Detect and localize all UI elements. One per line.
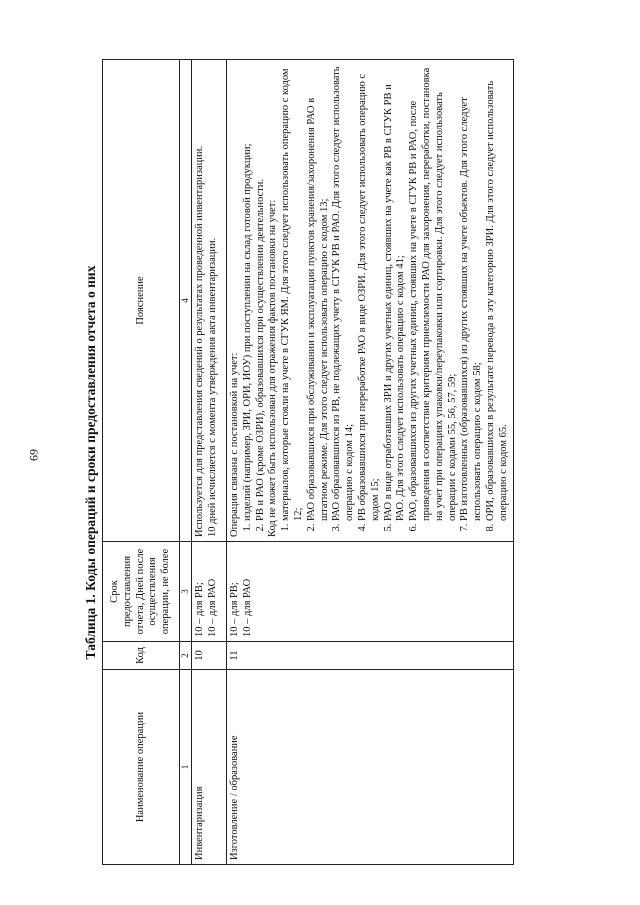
explanation-cell — [192, 60, 227, 542]
table-row — [227, 60, 514, 865]
rotated-page-content — [80, 60, 545, 865]
deadline-rv: 10 – для РВ; — [229, 582, 240, 637]
table-row — [192, 60, 227, 865]
deadline-cell — [227, 542, 514, 642]
header-row — [103, 60, 180, 865]
list-item: 4. РВ образовавшихся при переработке РАО в виде ОЗРИ. Для этого следует использовать операцию с кодом 15; — [357, 64, 383, 521]
column-number: 3 — [180, 542, 192, 642]
explanation-text: 10 дней исчисляется с момента утверждения акта инвентаризации. — [206, 237, 218, 537]
operation-code: 10 — [192, 642, 227, 670]
list-item: 1. материалов, которые стояли на учете в СГУК ЯМ. Для этого следует использовать операцию с кодом 12; — [280, 64, 306, 521]
list-item: 7. РВ изготовленных (образовавшихся) из других стоявших на учете объектов. Для этого следует использовать операцию с кодом 58; — [459, 64, 485, 521]
list-item: 2. РАО образовавшихся при обслуживании и эксплуатации пунктов хранения/захоронения РАО в штатном режиме. Для этого следует использовать операцию с кодом 13; — [306, 64, 332, 521]
header-code: Код — [103, 642, 180, 670]
list-item: 3. РАО образовавшихся из РВ, не подлежащих учету в СГУК РВ и РАО. Для этого следует использовать операцию с кодом 14; — [331, 64, 357, 521]
header-explanation: Пояснение — [103, 60, 180, 542]
explanation-cell — [227, 60, 514, 542]
deadline-rao: 10 – для РАО — [241, 578, 253, 637]
deadline-rao: 10 – для РАО — [206, 578, 218, 637]
header-operation-name: Наименование операции — [103, 670, 180, 865]
deadline-rv: 10 – для РВ; — [194, 582, 205, 637]
operations-table — [102, 59, 514, 865]
list-item: 5. РАО в виде отработавших ЗРИ и других учетных единиц, стоявших на учете как РВ в СГУК РВ и РАО. Для этого следует использовать операцию с кодом 41; — [383, 64, 409, 521]
list-item: 8. ОРИ, образовавшихся в результате перевода в эту категорию ЗРИ. Для этого следует использовать операцию с кодом 65. — [485, 64, 511, 521]
column-number: 1 — [180, 670, 192, 865]
operation-name: Изготовление / образование — [227, 670, 514, 865]
deadline-cell — [192, 542, 227, 642]
list-item: 6. РАО, образовавшихся из других учетных единиц, стоявших на учете в СГУК РВ и РАО, после приведения в соответствие критериям приемлемости РАО для захоронения, переработки, постановка на учет при операциях упаковки/переупаковки или сортировки. Для этого следует использовать операции с кодами 55, 56, 57, 59; — [408, 64, 459, 521]
column-number-row — [180, 60, 192, 865]
explanation-intro: Операция связана с постановкой на учет: — [229, 352, 240, 537]
explanation-text: Используется для представления сведений о результатах проведенной инвентаризации. — [194, 145, 205, 537]
header-deadline: Срок предоставления отчета, Дней после осуществления операции, не более — [103, 542, 180, 642]
explanation-note: Код не может быть использован для отражения фактов постановки на учет: — [267, 199, 279, 537]
column-number: 2 — [180, 642, 192, 670]
operation-name: Инвентаризация — [192, 670, 227, 865]
column-number: 4 — [180, 60, 192, 542]
table-title: Таблица 1. Коды операций и сроки предоставления отчета о них — [83, 265, 98, 660]
operation-code: 11 — [227, 642, 514, 670]
registration-list — [242, 64, 268, 537]
list-item: 1. изделий (например, ЗРИ, ОРИ, ИОУ) при поступлении на склад готовой продукции; — [242, 64, 255, 521]
page-number: 69 — [26, 449, 41, 461]
list-item: 2. РВ и РАО (кроме ОЗРИ), образовавшихся при осуществлении деятельности. — [255, 64, 268, 521]
exclusion-list — [280, 64, 510, 537]
